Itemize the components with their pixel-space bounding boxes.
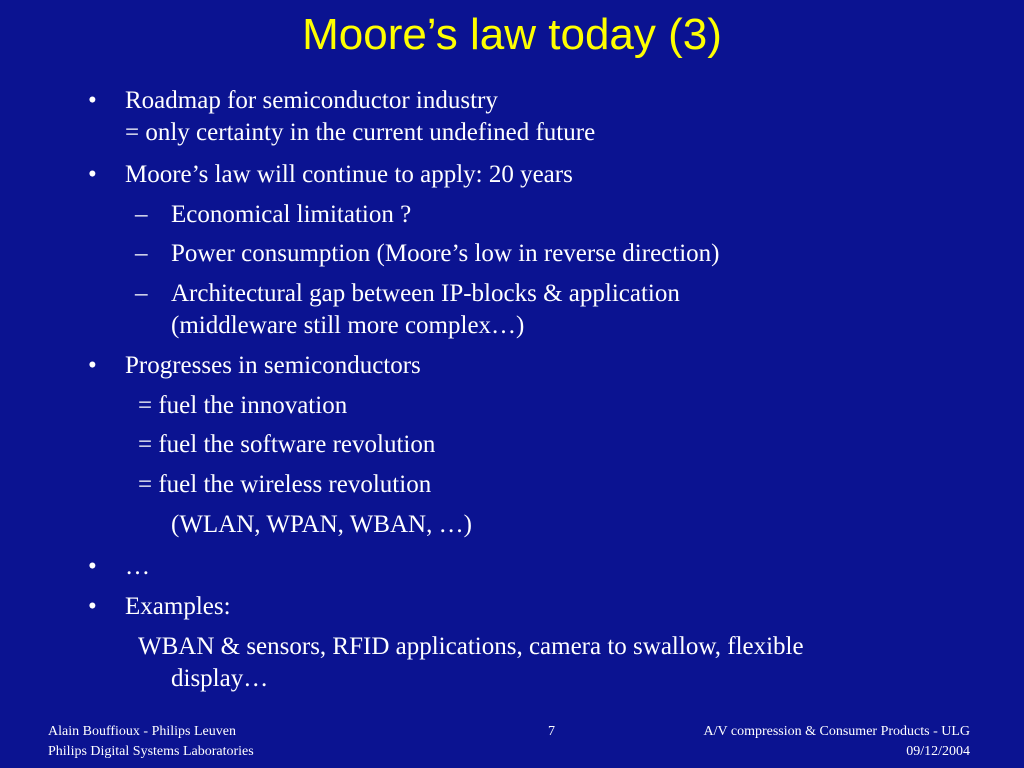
line-fuel-software: = fuel the software revolution: [138, 431, 436, 458]
bullet-ellipsis: …: [125, 553, 150, 580]
sub-bullet-dash: –: [135, 240, 148, 267]
bullet-marker: •: [88, 161, 97, 188]
bullet-marker: •: [88, 87, 97, 114]
footer-page-number: 7: [548, 724, 555, 739]
footer-lab: Philips Digital Systems Laboratories: [48, 744, 254, 759]
sub-bullet-dash: –: [135, 201, 148, 228]
footer-date: 09/12/2004: [906, 744, 970, 759]
bullet-moores-law: Moore’s law will continue to apply: 20 years: [125, 161, 573, 188]
line-examples-list-continuation: display…: [171, 665, 269, 692]
bullet-roadmap: Roadmap for semiconductor industry: [125, 87, 498, 114]
line-wireless-examples: (WLAN, WPAN, WBAN, …): [171, 511, 472, 538]
sub-bullet-power: Power consumption (Moore’s low in reverse direction): [171, 240, 720, 267]
slide-title: Moore’s law today (3): [302, 10, 722, 59]
bullet-roadmap-continuation: = only certainty in the current undefined future: [125, 119, 596, 146]
footer-course: A/V compression & Consumer Products - ULG: [703, 724, 970, 739]
bullet-progresses: Progresses in semiconductors: [125, 352, 421, 379]
bullet-marker: •: [88, 593, 97, 620]
footer-author: Alain Bouffioux - Philips Leuven: [48, 724, 236, 739]
line-fuel-innovation: = fuel the innovation: [138, 392, 348, 419]
sub-bullet-architectural-continuation: (middleware still more complex…): [171, 312, 525, 339]
sub-bullet-dash: –: [135, 280, 148, 307]
sub-bullet-architectural: Architectural gap between IP-blocks & application: [171, 280, 680, 307]
bullet-marker: •: [88, 352, 97, 379]
line-examples-list: WBAN & sensors, RFID applications, camera to swallow, flexible: [138, 633, 804, 660]
bullet-marker: •: [88, 553, 97, 580]
line-fuel-wireless: = fuel the wireless revolution: [138, 471, 432, 498]
sub-bullet-economical: Economical limitation ?: [171, 201, 412, 228]
bullet-examples: Examples:: [125, 593, 231, 620]
